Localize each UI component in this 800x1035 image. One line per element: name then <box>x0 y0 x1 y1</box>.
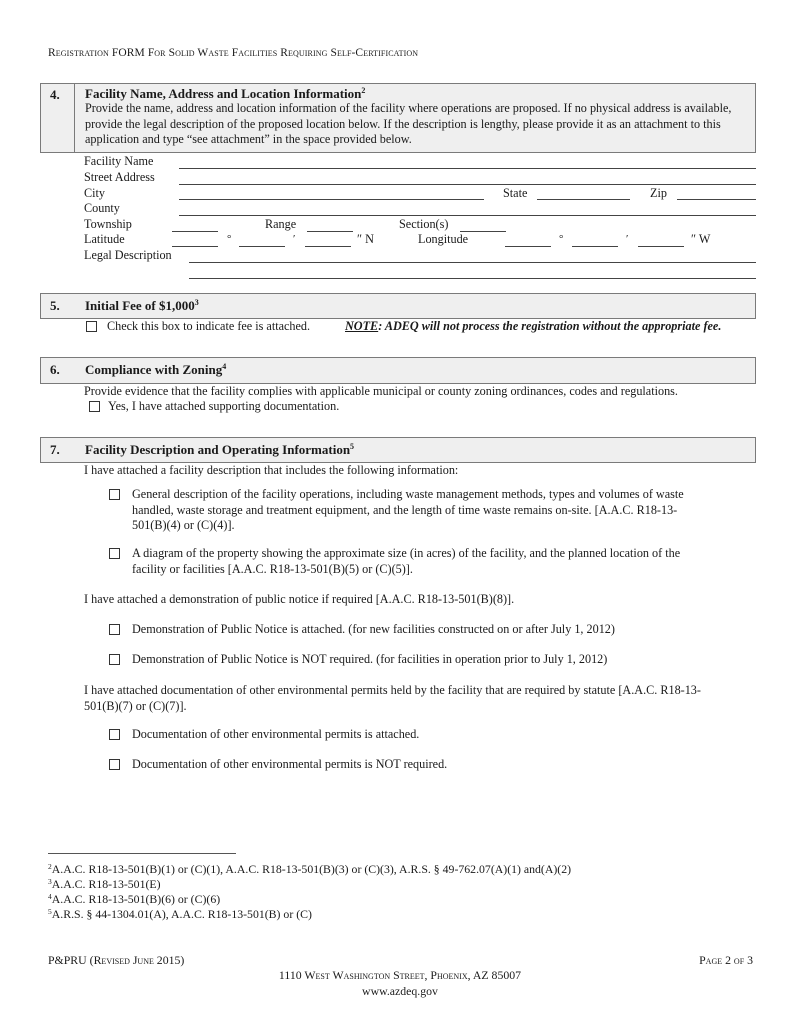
township-label: Township <box>84 217 132 231</box>
public-notice-not-required-label: Demonstration of Public Notice is NOT required. (for facilities in operation prior to July 1, 2012) <box>132 652 608 666</box>
footnote-2 <box>48 862 571 877</box>
zoning-documentation-checkbox[interactable] <box>89 401 100 412</box>
minute-symbol: ′ <box>626 233 629 245</box>
section-number: 6. <box>50 362 60 377</box>
agency-website[interactable]: www.azdeq.gov <box>362 984 438 998</box>
section-title <box>85 362 226 378</box>
general-description-label <box>132 487 684 534</box>
township-field[interactable] <box>172 231 218 232</box>
footnote-text: A.A.C. R18-13-501(B)(6) or (C)(6) <box>51 892 221 906</box>
section-description: Provide the name, address and location information of the facility where operations are proposed. If no physical address is available, provide the legal description of the proposed location below. If the description is lengthy, please provide it as an attachment to this application and type “see attachment” in the space provided below. <box>85 101 732 146</box>
zip-field[interactable] <box>677 199 756 200</box>
section-title-text: Facility Name, Address and Location Information <box>85 86 362 101</box>
footnote-ref: 5 <box>48 907 52 916</box>
section-7-header <box>40 437 756 463</box>
city-label: City <box>84 186 105 200</box>
footnote-5 <box>48 907 312 922</box>
general-description-checkbox[interactable] <box>109 489 120 500</box>
latitude-label: Latitude <box>84 232 125 246</box>
degree-symbol: ° <box>227 233 232 245</box>
zip-label: Zip <box>650 186 667 200</box>
longitude-seconds-field[interactable] <box>638 246 684 247</box>
county-field[interactable] <box>179 215 756 216</box>
footnote-separator <box>48 853 236 854</box>
revision-label: P&PRU (Revised June 2015) <box>48 953 185 967</box>
minute-symbol: ′ <box>293 233 296 245</box>
section-number: 5. <box>50 298 60 313</box>
public-notice-attached-label: Demonstration of Public Notice is attached. (for new facilities constructed on or after July 1, 2012) <box>132 622 615 636</box>
longitude-direction: ″ W <box>691 232 711 246</box>
text-line: handled, waste storage and treatment equipment, and the length of time waste remains on-site. [A.A.C. R18-13- <box>132 502 678 517</box>
permits-not-required-label: Documentation of other environmental permits is NOT required. <box>132 757 448 771</box>
sections-label: Section(s) <box>399 217 449 231</box>
latitude-degrees-field[interactable] <box>172 246 218 247</box>
property-diagram-checkbox[interactable] <box>109 548 120 559</box>
footnote-text: A.A.C. R18-13-501(B)(1) or (C)(1), A.A.C. R18-13-501(B)(3) or (C)(3), A.R.S. § 49-762.07(A)(1) and(A)(2) <box>51 862 572 876</box>
fee-attached-label: Check this box to indicate fee is attached. <box>107 319 311 333</box>
footnote-ref: 5 <box>350 442 355 451</box>
section-title-text: Compliance with Zoning <box>85 362 223 377</box>
section-6-header <box>40 357 756 384</box>
zoning-documentation-label: Yes, I have attached supporting documentation. <box>108 399 340 413</box>
state-field[interactable] <box>537 199 630 200</box>
facility-description-intro: I have attached a facility description that includes the following information: <box>84 463 459 477</box>
degree-symbol: ° <box>559 233 564 245</box>
section-title <box>85 442 354 458</box>
section-title <box>85 86 365 102</box>
agency-address: 1110 West Washington Street, Phoenix, AZ 85007 <box>278 968 522 982</box>
permits-not-required-checkbox[interactable] <box>109 759 120 770</box>
state-label: State <box>503 186 528 200</box>
text-line: General description of the facility operations, including waste management methods, types and volumes of waste <box>132 487 684 501</box>
footnote-ref: 4 <box>48 892 52 901</box>
text-line: facility or facilities [A.A.C. R18-13-501(B)(5) or (C)(5)]. <box>132 561 413 576</box>
city-field[interactable] <box>179 199 484 200</box>
text-line: 501(B)(7) or (C)(7)]. <box>84 698 187 713</box>
range-field[interactable] <box>307 231 353 232</box>
footnote-text: A.A.C. R18-13-501(E) <box>51 877 161 891</box>
footnote-ref: 3 <box>48 877 52 886</box>
footnote-ref: 2 <box>48 862 52 871</box>
footnote-4 <box>48 892 220 907</box>
permits-intro <box>84 683 701 714</box>
street-address-label: Street Address <box>84 170 155 184</box>
range-label: Range <box>265 217 297 231</box>
permits-attached-label: Documentation of other environmental permits is attached. <box>132 727 420 741</box>
facility-name-field[interactable] <box>179 168 756 169</box>
permits-attached-checkbox[interactable] <box>109 729 120 740</box>
street-address-field[interactable] <box>179 184 756 185</box>
legal-description-field-line2[interactable] <box>189 278 756 279</box>
fee-note <box>345 319 721 335</box>
section-title-text: Initial Fee of $1,000 <box>85 298 195 313</box>
footnote-text: A.R.S. § 44-1304.01(A), A.A.C. R18-13-501(B) or (C) <box>51 907 312 921</box>
text-line: I have attached documentation of other environmental permits held by the facility that are required by statute [A.A.C. R18-13- <box>84 683 701 697</box>
public-notice-not-required-checkbox[interactable] <box>109 654 120 665</box>
footnote-ref: 2 <box>361 86 366 95</box>
note-label: NOTE <box>345 319 379 333</box>
footnote-ref: 4 <box>222 362 227 371</box>
text-line: 501(B)(4) or (C)(4)]. <box>132 518 235 532</box>
footnote-ref: 3 <box>194 298 199 307</box>
zoning-description: Provide evidence that the facility complies with applicable municipal or county zoning ordinances, codes and regulations. <box>84 384 678 398</box>
footnote-3 <box>48 877 161 892</box>
longitude-minutes-field[interactable] <box>572 246 618 247</box>
column-divider <box>74 84 75 152</box>
running-header: Registration FORM For Solid Waste Facilities Requiring Self-Certification <box>48 47 419 59</box>
section-number: 4. <box>50 87 60 102</box>
page-number: Page 2 of 3 <box>699 953 753 967</box>
section-title <box>85 298 199 314</box>
fee-attached-checkbox[interactable] <box>86 321 97 332</box>
property-diagram-label <box>132 546 680 577</box>
section-4-header <box>40 83 756 153</box>
latitude-direction: ″ N <box>357 232 374 246</box>
legal-description-field-line1[interactable] <box>189 262 756 263</box>
latitude-seconds-field[interactable] <box>305 246 351 247</box>
section-number: 7. <box>50 442 60 457</box>
note-text: : ADEQ will not process the registration without the appropriate fee. <box>378 319 722 333</box>
facility-name-label: Facility Name <box>84 154 154 168</box>
section-5-header <box>40 293 756 319</box>
legal-description-label: Legal Description <box>84 248 172 262</box>
longitude-degrees-field[interactable] <box>505 246 551 247</box>
public-notice-attached-checkbox[interactable] <box>109 624 120 635</box>
text-line: A diagram of the property showing the approximate size (in acres) of the facility, and the planned location of the <box>132 546 681 560</box>
county-label: County <box>84 201 120 215</box>
section-title-text: Facility Description and Operating Information <box>85 442 351 457</box>
longitude-label: Longitude <box>418 232 469 246</box>
public-notice-intro: I have attached a demonstration of public notice if required [A.A.C. R18-13-501(B)(8)]. <box>84 592 515 606</box>
latitude-minutes-field[interactable] <box>239 246 285 247</box>
